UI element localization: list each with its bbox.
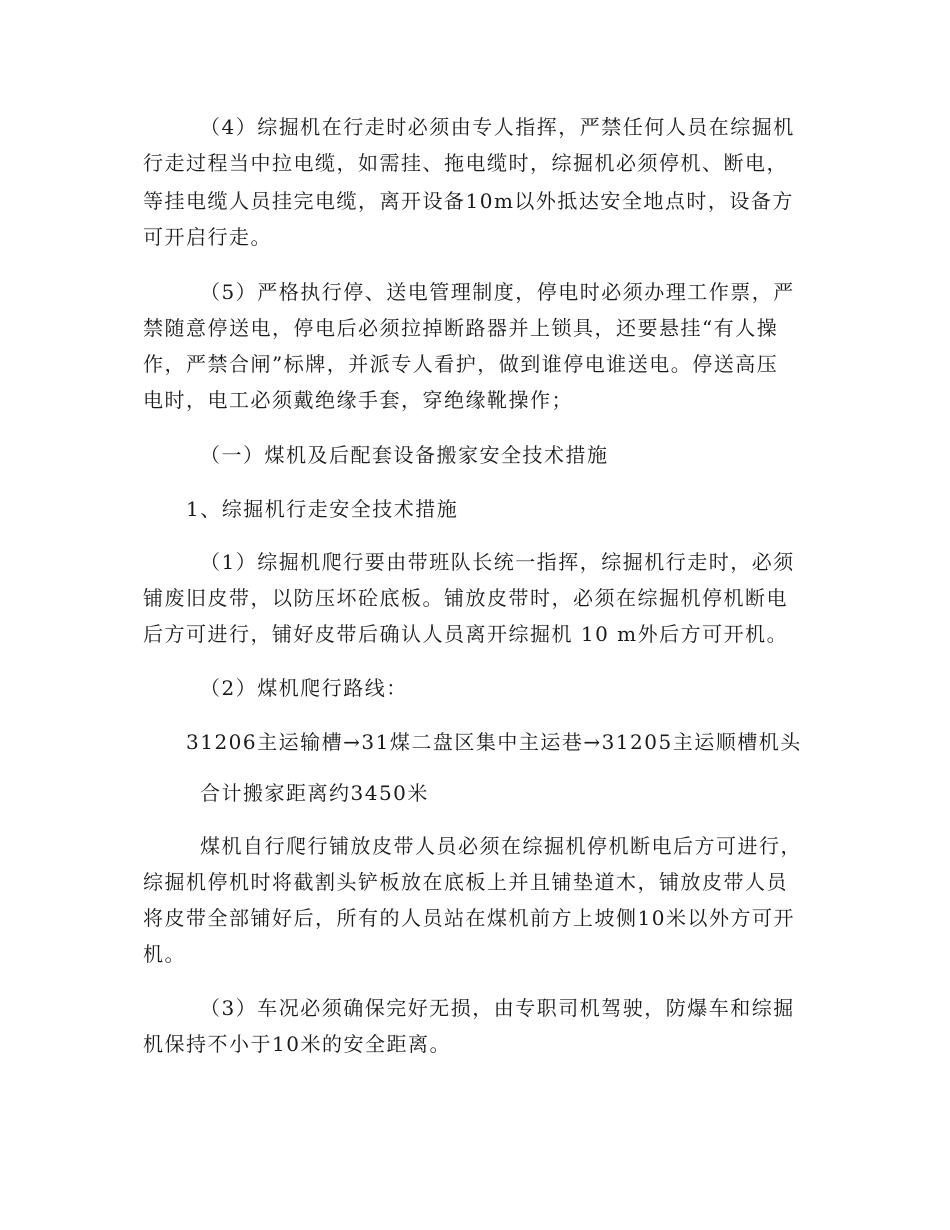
paragraph-1-line-3: 后方可进行，铺好皮带后确认人员离开综掘机 10 m外后方可开机。 [143, 622, 789, 646]
crawl-paragraph-line-2: 综掘机停机时将截割头铲板放在底板上并且铺垫道木，铺放皮带人员 [143, 870, 788, 894]
paragraph-3-line-1: （3）车况必须确保完好无损，由专职司机驾驶，防爆车和综掘 [200, 996, 795, 1020]
paragraph-4-line-3: 等挂电缆人员挂完电缆，离开设备10m以外抵达安全地点时，设备方 [143, 189, 794, 213]
total-distance-line: 合计搬家距离约3450米 [200, 781, 429, 805]
paragraph-4-line-2: 行走过程当中拉电缆，如需挂、拖电缆时，综掘机必须停机、断电， [143, 151, 788, 175]
section-heading: （一）煤机及后配套设备搬家安全技术措施 [200, 443, 609, 467]
paragraph-3-line-2: 机保持不小于10米的安全距离。 [143, 1032, 451, 1056]
paragraph-5-line-3: 作，严禁合闸”标牌，并派专人看护，做到谁停电谁送电。停送高压 [143, 352, 779, 376]
paragraph-1-line-1: （1）综掘机爬行要由带班队长统一指挥，综掘机行走时，必须 [200, 550, 795, 574]
paragraph-4-line-4: 可开启行走。 [143, 225, 272, 249]
crawl-paragraph-line-1: 煤机自行爬行铺放皮带人员必须在综掘机停机断电后方可进行， [200, 834, 802, 858]
paragraph-2-line-1: （2）煤机爬行路线： [200, 676, 408, 700]
route-line: 31206主运输槽→31煤二盘区集中主运巷→31205主运顺槽机头 [186, 730, 802, 754]
crawl-paragraph-line-4: 机。 [143, 942, 186, 966]
paragraph-1-line-2: 铺废旧皮带，以防压坏砼底板。铺放皮带时，必须在综掘机停机断电 [143, 586, 788, 610]
paragraph-5-line-2: 禁随意停送电，停电后必须拉掉断路器并上锁具，还要悬挂“有人操 [143, 316, 779, 340]
paragraph-4-line-1: （4）综掘机在行走时必须由专人指挥，严禁任何人员在综掘机 [200, 115, 795, 139]
crawl-paragraph-line-3: 将皮带全部铺好后，所有的人员站在煤机前方上坡侧10米以外方可开 [143, 906, 795, 930]
subsection-heading: 1、综掘机行走安全技术措施 [186, 497, 459, 521]
paragraph-5-line-1: （5）严格执行停、送电管理制度，停电时必须办理工作票，严 [200, 280, 795, 304]
paragraph-5-line-4: 电时，电工必须戴绝缘手套，穿绝缘靴操作； [143, 388, 573, 412]
